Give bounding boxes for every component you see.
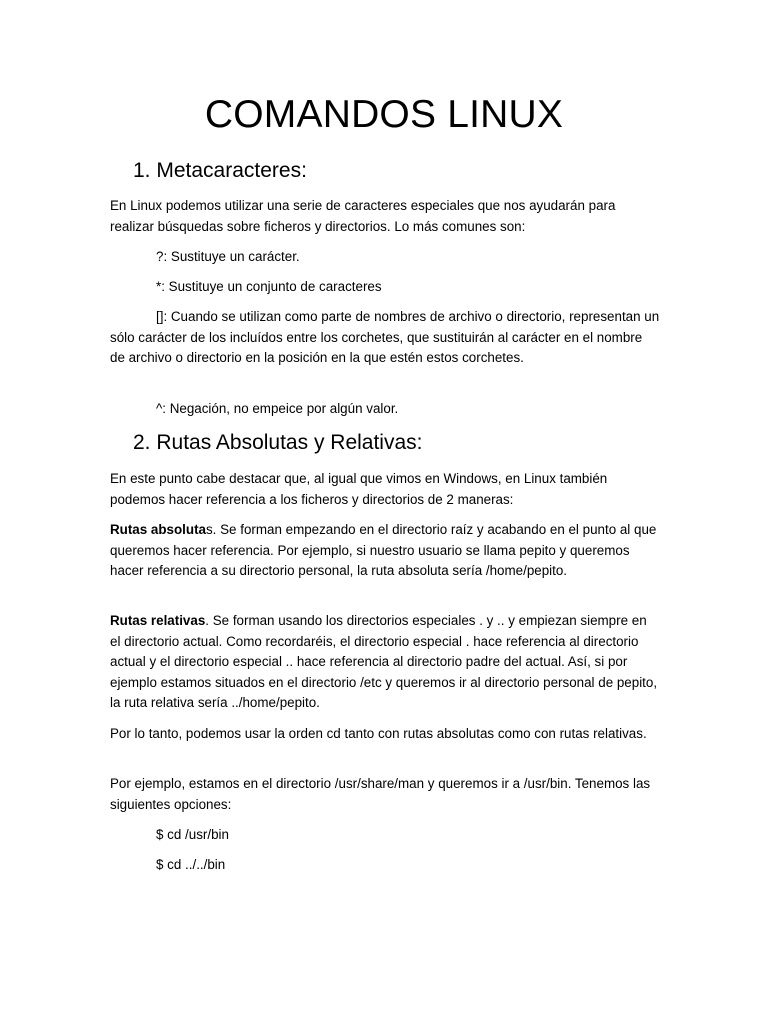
absolute-paths-term: Rutas absoluta: [110, 522, 206, 537]
section-heading-rutas: 2. Rutas Absolutas y Relativas:: [133, 431, 423, 454]
relative-paths-description: . Se forman usando los directorios especiales . y .. y empiezan siempre en el directorio actual. Como recordaréis, el directorio especial . hace referencia al directorio actual y el directorio especial .. hace referencia al directorio padre del actual. Así, si por ejemplo estamos situados en el directorio /etc y queremos ir al directorio personal de pepito, la ruta relativa sería ../home/pepito.: [110, 613, 658, 710]
document-title: COMANDOS LINUX: [204, 93, 564, 136]
rutas-intro-paragraph: En este punto cabe destacar que, al igual que vimos en Windows, en Linux también podemos hacer referencia a los ficheros y directorios de 2 maneras:: [110, 471, 608, 507]
section-heading-metacaracteres: 1. Metacaracteres:: [133, 159, 307, 182]
metacaracteres-intro-paragraph: En Linux podemos utilizar una serie de caracteres especiales que nos ayudarán para realizar búsquedas sobre ficheros y directorios. Lo más comunes son:: [110, 198, 616, 234]
command-absolute-example: $ cd /usr/bin: [156, 827, 229, 842]
absolute-paths-description: s. Se forman empezando en el directorio raíz y acabando en el punto al que queremos hacer referencia. Por ejemplo, si nuestro usuario se llama pepito y queremos hacer referencia a su directorio personal, la ruta absoluta sería /home/pepito.: [110, 522, 657, 578]
metachar-brackets-item: []: Cuando se utilizan como parte de nombres de archivo o directorio, representan un sólo carácter de los incluídos entre los corchetes, que sustituirán al carácter en el nombre de archivo o directorio en la posición en la que estén estos corchetes.: [110, 309, 660, 365]
metachar-asterisk-item: *: Sustituye un conjunto de caracteres: [156, 279, 382, 294]
metachar-question-item: ?: Sustituye un carácter.: [156, 249, 300, 264]
command-relative-example: $ cd ../../bin: [156, 857, 226, 872]
metachar-caret-item: ^: Negación, no empeice por algún valor.: [156, 401, 399, 416]
cd-usage-paragraph: Por lo tanto, podemos usar la orden cd tanto con rutas absolutas como con rutas relativas.: [110, 726, 647, 741]
example-intro-paragraph: Por ejemplo, estamos en el directorio /usr/share/man y queremos ir a /usr/bin. Tenemos las siguientes opciones:: [110, 776, 651, 812]
relative-paths-term: Rutas relativas: [110, 613, 206, 628]
relative-paths-paragraph: [110, 611, 660, 714]
absolute-paths-paragraph: [110, 520, 660, 582]
